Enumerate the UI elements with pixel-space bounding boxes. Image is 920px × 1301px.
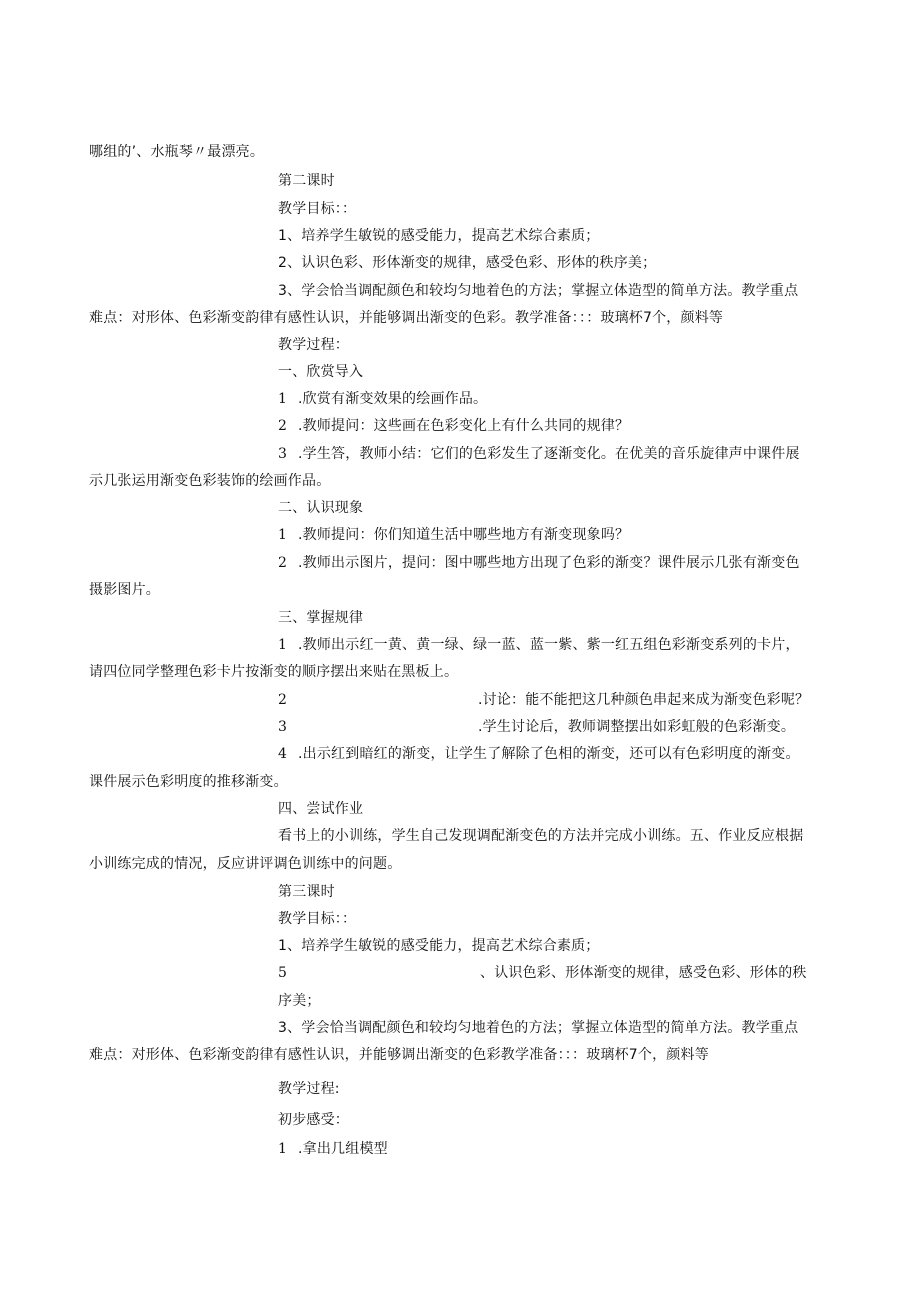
list-number: 1: [278, 637, 287, 653]
list-item: .教师提问：你们知道生活中哪些地方有渐变现象吗？: [298, 527, 630, 543]
list-item: .教师出示红一黄、黄一绿、绿一蓝、蓝一紫、紫一红五组色彩渐变系列的卡片，: [298, 637, 800, 653]
section-label: 教学过程：: [278, 337, 349, 353]
text-line: 难点：对形体、色彩渐变韵律有感性认识，并能够调出渐变的色彩。教学准备：：：玻璃杯7个，颜料等: [89, 310, 724, 326]
section-label: 教学过程:: [278, 1081, 340, 1097]
section-heading: 三、掌握规律: [278, 610, 364, 626]
list-item: .拿出几组模型: [298, 1141, 388, 1157]
list-number: 2: [278, 418, 287, 434]
section-heading: 二、认识现象: [278, 500, 364, 516]
text-line: 难点：对形体、色彩渐变韵律有感性认识，并能够调出渐变的色彩教学准备：：：玻璃杯7个，颜料等: [89, 1047, 709, 1063]
list-number: 5: [278, 965, 287, 981]
list-number: 1: [278, 527, 287, 543]
text-line: 示几张运用渐变色彩装饰的绘画作品。: [89, 473, 331, 489]
text-line: 课件展示色彩明度的推移渐变。: [89, 774, 288, 790]
list-number: 2: [278, 555, 287, 571]
section-heading: 一、欣赏导入: [278, 364, 364, 380]
section-label: 教学目标：：: [278, 201, 357, 217]
text-line: 3、学会恰当调配颜色和较均匀地着色的方法；掌握立体造型的简单方法。教学重点: [278, 1020, 799, 1036]
text-line: 3、学会恰当调配颜色和较均匀地着色的方法；掌握立体造型的简单方法。教学重点: [278, 283, 799, 299]
section-heading: 四、尝试作业: [278, 801, 364, 817]
list-item: .讨论：能不能把这几种颜色串起来成为渐变色彩呢？: [478, 692, 810, 708]
list-item: 、认识色彩、形体渐变的规律，感受色彩、形体的秩: [480, 965, 807, 981]
text-line: 摄影图片。: [89, 582, 160, 598]
list-item: .教师出示图片，提问：图中哪些地方出现了色彩的渐变？课件展示几张有渐变色: [298, 555, 800, 571]
text-line: 哪组的’、水瓶琴〃最漂亮。: [89, 144, 265, 160]
list-number: 3: [278, 719, 287, 735]
lesson-heading: 第三课时: [278, 884, 335, 900]
list-number: 4: [278, 746, 287, 762]
list-number: 1: [278, 1141, 287, 1157]
list-number: 1: [278, 391, 287, 407]
list-number: 2: [278, 692, 287, 708]
list-item: .学生答，教师小结：它们的色彩发生了逐渐变化。在优美的音乐旋律声中课件展: [298, 446, 800, 462]
text-line: 2、认识色彩、形体渐变的规律，感受色彩、形体的秩序美；: [278, 255, 657, 271]
list-item: .学生讨论后，教师调整摆出如彩虹般的色彩渐变。: [478, 719, 796, 735]
lesson-heading: 第二课时: [278, 173, 335, 189]
list-item: .出示红到暗红的渐变，让学生了解除了色相的渐变，还可以有色彩明度的渐变。: [298, 746, 800, 762]
list-number: 3: [278, 446, 287, 462]
text-line: 小训练完成的情况，反应讲评调色训练中的问题。: [89, 856, 402, 872]
list-item: .教师提问：这些画在色彩变化上有什么共同的规律？: [298, 418, 630, 434]
list-item: .欣赏有渐变效果的绘画作品。: [298, 391, 488, 407]
section-label: 教学目标：：: [278, 911, 357, 927]
text-line: 序美；: [278, 993, 321, 1009]
section-label: 初步感受：: [278, 1112, 349, 1128]
text-line: 1、培养学生敏锐的感受能力，提高艺术综合素质；: [278, 228, 600, 244]
text-line: 看书上的小训练，学生自己发现调配渐变色的方法并完成小训练。五、作业反应根据: [278, 828, 804, 844]
text-line: 请四位同学整理色彩卡片按渐变的顺序摆出来贴在黑板上。: [89, 664, 459, 680]
text-line: 1、培养学生敏锐的感受能力，提高艺术综合素质；: [278, 938, 600, 954]
